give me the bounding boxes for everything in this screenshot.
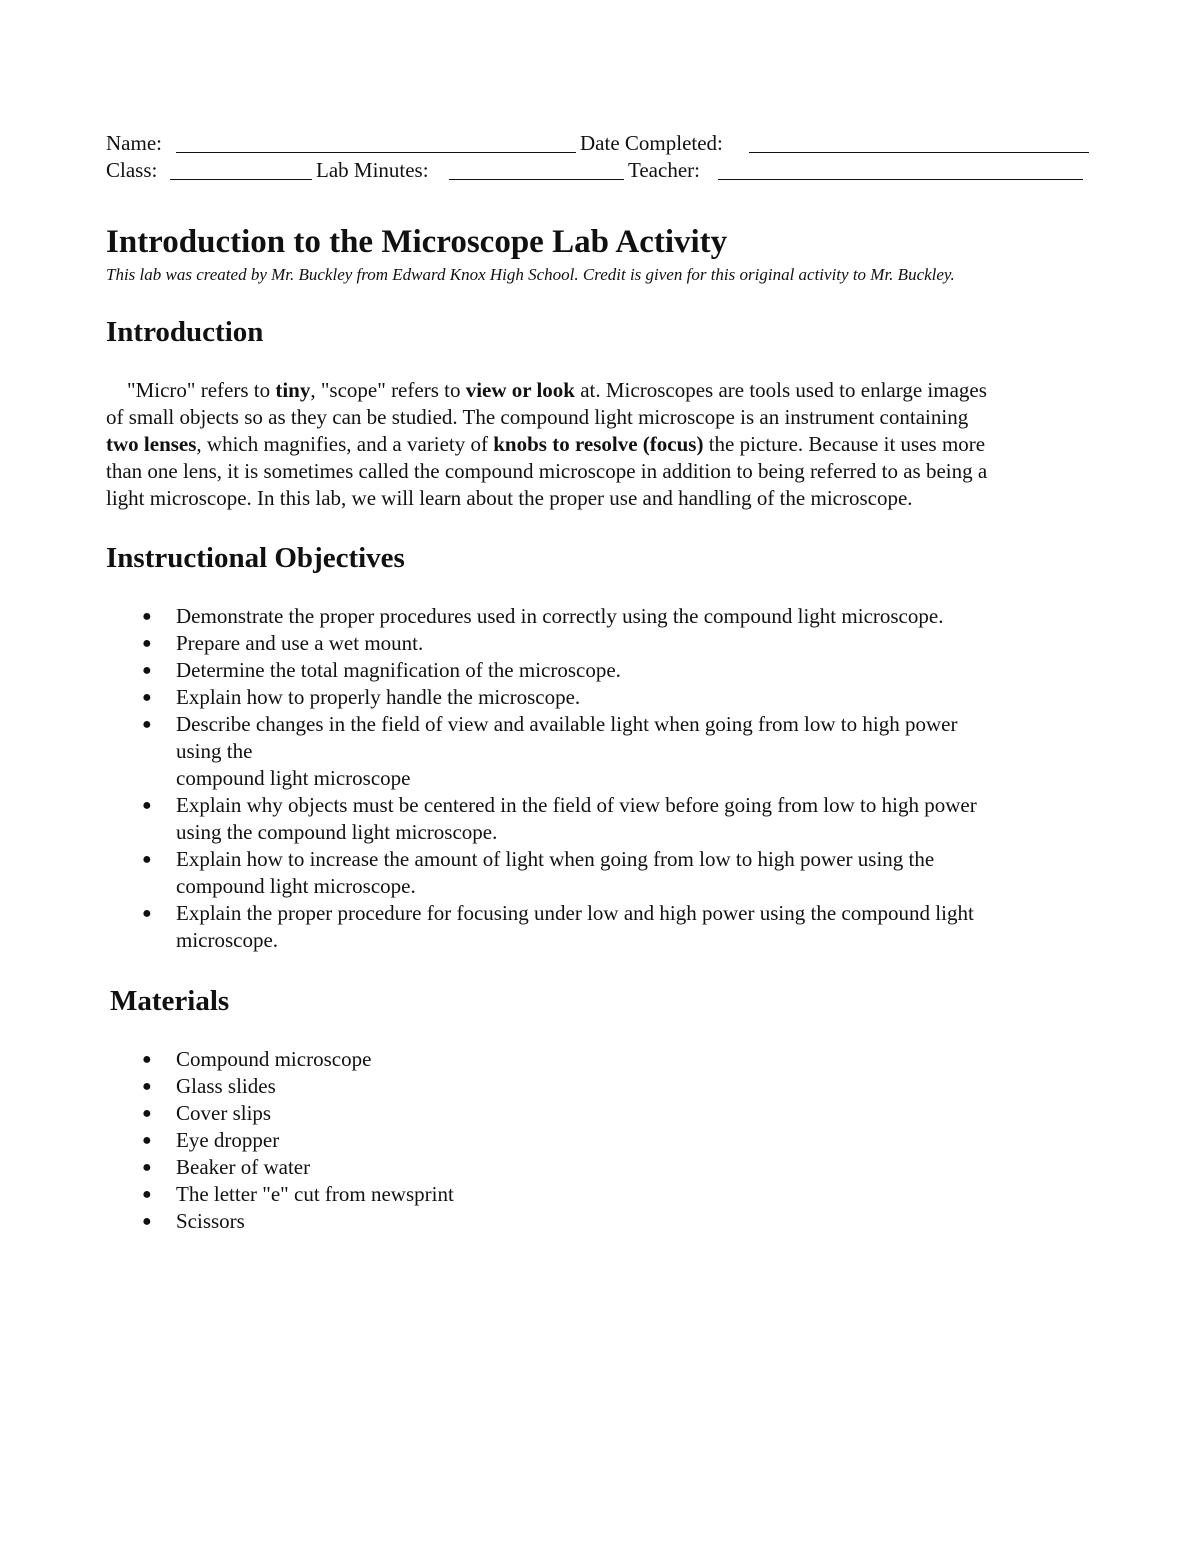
intro-line [106,377,1106,404]
intro-line: of small objects so as they can be studied. The compound light microscope is an instrument containing [106,405,969,429]
intro-bold-term: tiny [275,378,311,402]
material-item [106,1181,806,1208]
lab-minutes-label: Lab Minutes: [316,158,429,182]
introduction-heading: Introduction [106,316,264,348]
intro-text-segment: , which magnifies, and a variety of [196,432,494,456]
name-blank[interactable] [176,152,576,153]
objective-text: Prepare and use a wet mount. [176,631,424,655]
intro-bold-term: knobs to resolve (focus) [493,432,704,456]
teacher-blank[interactable] [718,179,1083,180]
material-text: Compound microscope [176,1047,372,1071]
material-text: Beaker of water [176,1155,311,1179]
materials-list [106,1046,806,1235]
material-item [106,1154,806,1181]
bullet-icon: ● [142,608,152,625]
bullet-icon: ● [142,1132,152,1149]
introduction-paragraph [106,377,1106,512]
intro-bold-term: view or look [465,378,575,402]
objective-item [106,684,1106,711]
intro-line [106,431,1106,458]
bullet-icon: ● [142,662,152,679]
material-text: Glass slides [176,1074,276,1098]
credit-line: This lab was created by Mr. Buckley from Edward Knox High School. Credit is given for this original activity to Mr. Buckley. [106,265,955,284]
lab-minutes-blank[interactable] [449,179,624,180]
objective-text: Describe changes in the field of view and available light when going from low to high power [176,712,958,736]
intro-bold-term: two lenses [106,432,197,456]
objective-text: compound light microscope. [176,874,416,898]
objective-text: using the [176,739,253,763]
material-text: Scissors [176,1209,245,1233]
bullet-icon: ● [142,1051,152,1068]
objective-text: using the compound light microscope. [176,820,498,844]
objective-text: compound light microscope [176,766,411,790]
intro-line: than one lens, it is sometimes called the compound microscope in addition to being referred to as being a [106,459,988,483]
date-completed-blank[interactable] [749,152,1089,153]
bullet-icon: ● [142,689,152,706]
material-item [106,1127,806,1154]
material-item [106,1100,806,1127]
teacher-label: Teacher: [628,158,700,182]
intro-text-segment: the picture. Because it uses more [703,432,986,456]
bullet-icon: ● [142,1186,152,1203]
materials-heading: Materials [110,985,230,1017]
objective-text: Demonstrate the proper procedures used in correctly using the compound light microscope. [176,604,944,628]
objective-text: Explain why objects must be centered in the field of view before going from low to high power [176,793,977,817]
objectives-list [106,603,1106,954]
material-text: Eye dropper [176,1128,280,1152]
objective-item [106,711,1106,792]
objective-item [106,603,1106,630]
bullet-icon: ● [142,797,152,814]
bullet-icon: ● [142,1213,152,1230]
objective-text: microscope. [176,928,279,952]
objective-item [106,792,1106,846]
class-label: Class: [106,158,158,182]
bullet-icon: ● [142,635,152,652]
material-item [106,1208,806,1235]
objective-item [106,846,1106,900]
material-item [106,1046,806,1073]
page-title: Introduction to the Microscope Lab Activity [106,224,728,260]
material-text: Cover slips [176,1101,272,1125]
material-text: The letter "e" cut from newsprint [176,1182,454,1206]
bullet-icon: ● [142,1159,152,1176]
objective-text: Explain the proper procedure for focusing under low and high power using the compound light [176,901,974,925]
name-label: Name: [106,131,162,155]
objective-text: Determine the total magnification of the microscope. [176,658,621,682]
intro-line: light microscope. In this lab, we will learn about the proper use and handling of the microscope. [106,486,913,510]
objective-item [106,630,1106,657]
objective-item [106,657,1106,684]
date-completed-label: Date Completed: [580,131,723,155]
intro-text-segment: "Micro" refers to [127,378,276,402]
bullet-icon: ● [142,1105,152,1122]
class-blank[interactable] [170,179,312,180]
bullet-icon: ● [142,905,152,922]
bullet-icon: ● [142,716,152,733]
objective-text: Explain how to increase the amount of light when going from low to high power using the [176,847,935,871]
intro-text-segment: at. Microscopes are tools used to enlarge images [574,378,987,402]
objectives-heading: Instructional Objectives [106,542,405,574]
bullet-icon: ● [142,1078,152,1095]
material-item [106,1073,806,1100]
bullet-icon: ● [142,851,152,868]
intro-text-segment: , "scope" refers to [310,378,466,402]
objective-item [106,900,1106,954]
objective-text: Explain how to properly handle the microscope. [176,685,581,709]
